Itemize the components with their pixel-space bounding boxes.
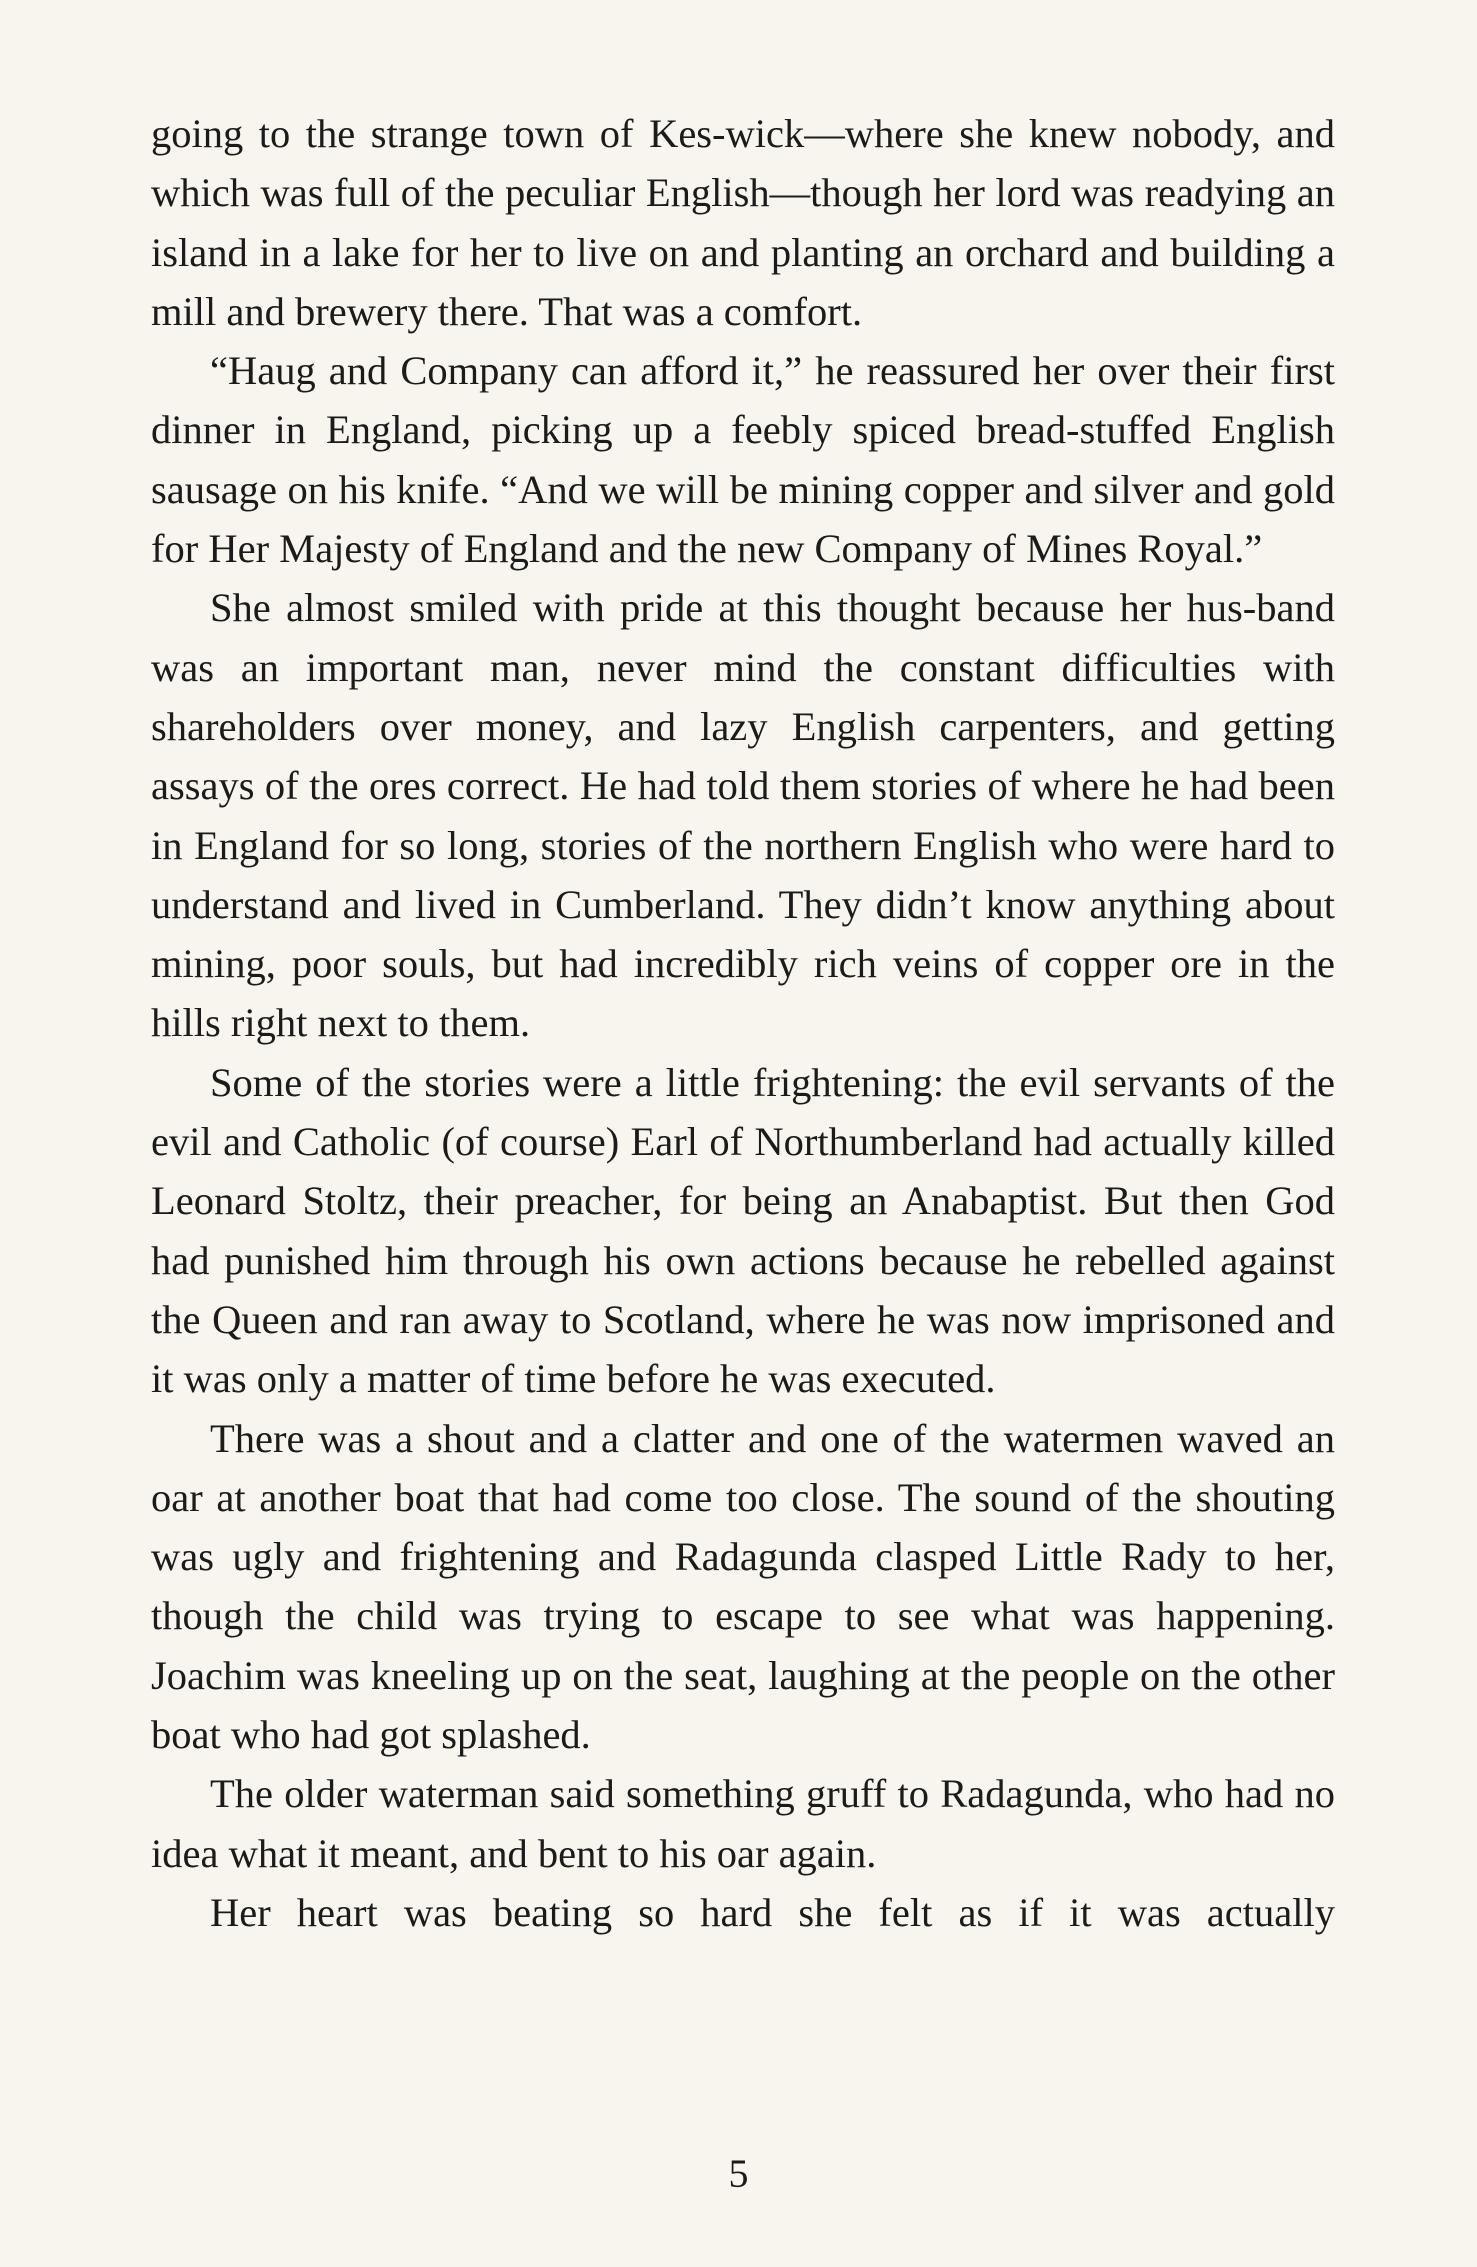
paragraph: “Haug and Company can afford it,” he reassured her over their first dinner in England, picking up a feebly spiced bread-stuffed English sausage on his knife. “And we will be mining copper and silver and gold for Her Majesty of England and the new Company of Mines Royal.” xyxy=(151,348,1335,572)
paragraph: going to the strange town of Kes-wick—where she knew nobody, and which was full of the peculiar English—though her lord was readying an island in a lake for her to live on and planting an orchard and building a mill and brewery there. That was a comfort. xyxy=(151,111,1335,334)
paragraph: There was a shout and a clatter and one of the watermen waved an oar at another boat that had come too close. The sound of the shouting was ugly and frightening and Radagunda clasped Little Rady to her, though the child was trying to escape to see what was happening. Joachim was kneeling up on the seat, laughing at the people on the other boat who had got splashed. xyxy=(151,1415,1335,1758)
body-text xyxy=(151,104,1335,1942)
paragraph: The older waterman said something gruff to Radagunda, who had no idea what it meant, and bent to his oar again. xyxy=(151,1771,1335,1876)
paragraph: Some of the stories were a little frightening: the evil servants of the evil and Catholic (of course) Earl of Northumberland had actually killed Leonard Stoltz, their preacher, for being an Anabaptist. But then God had punished him through his own actions because he rebelled against the Queen and ran away to Scotland, where he was now imprisoned and it was only a matter of time before he was executed. xyxy=(151,1059,1335,1402)
page-number: 5 xyxy=(728,2151,749,2196)
paragraph: Her heart was beating so hard she felt as if it was actually xyxy=(210,1889,1335,1935)
paragraph: She almost smiled with pride at this thought because her hus-band was an important man, never mind the constant difficulties with shareholders over money, and lazy English carpenters, and getting assays of the ores correct. He had told them stories of where he had been in England for so long, stories of the northern English who were hard to understand and lived in Cumberland. They didn’t know anything about mining, poor souls, but had incredibly rich veins of copper ore in the hills right next to them. xyxy=(151,585,1335,1046)
